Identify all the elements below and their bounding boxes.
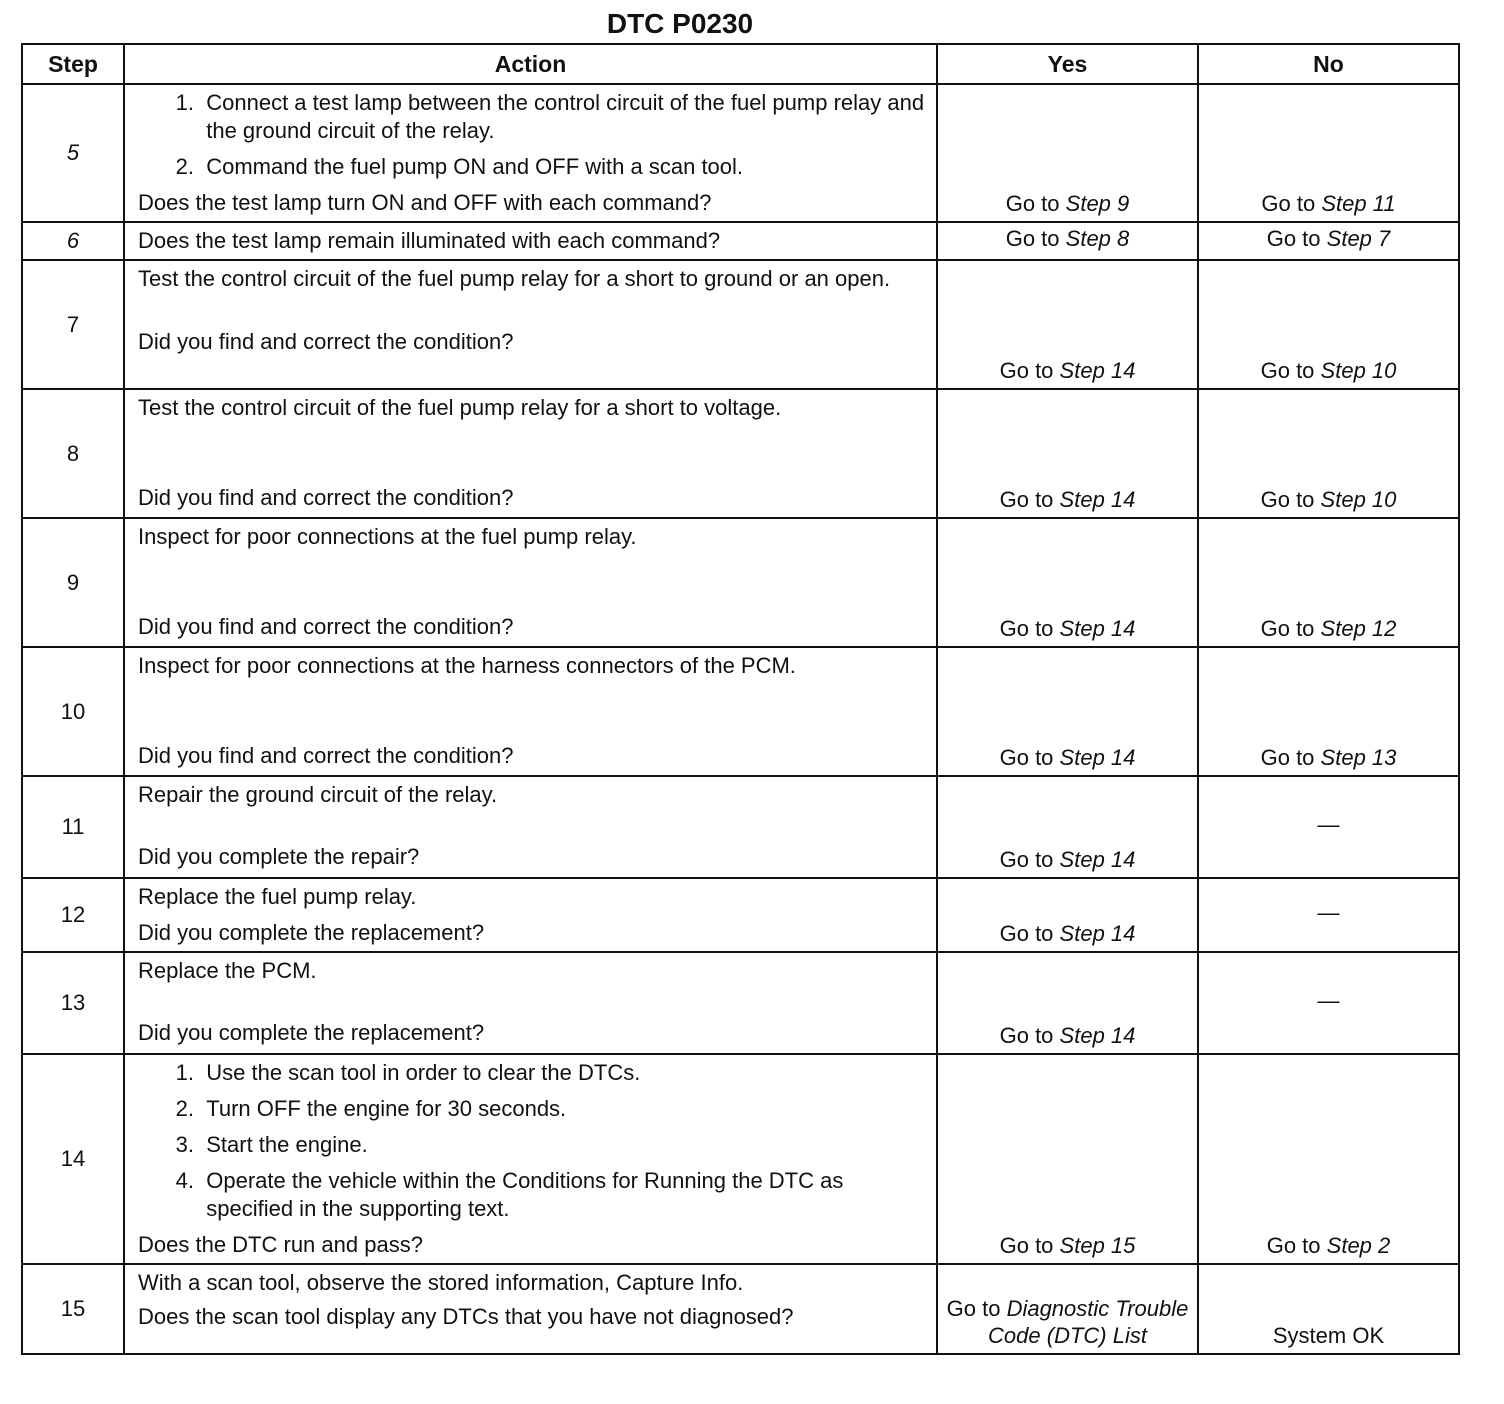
table-row xyxy=(22,952,1459,1054)
header-row xyxy=(22,44,1459,84)
step-number: 5 xyxy=(22,84,124,222)
step-number: 10 xyxy=(22,647,124,776)
step-number: 13 xyxy=(22,952,124,1054)
question-text: Does the test lamp remain illuminated with each command? xyxy=(138,228,721,253)
list-item: 1. Use the scan tool in order to clear the DTCs. xyxy=(175,1060,641,1085)
step-number: 7 xyxy=(22,260,124,389)
instruction-text: Replace the PCM. xyxy=(138,958,317,983)
header-no: No xyxy=(1198,44,1459,84)
instruction-text: Replace the fuel pump relay. xyxy=(138,884,417,909)
yes-cell: Go to Step 14 xyxy=(937,647,1198,776)
question-text: Does the scan tool display any DTCs that you have not diagnosed? xyxy=(138,1304,794,1329)
step-number: 6 xyxy=(22,222,124,260)
action-cell xyxy=(124,1054,937,1264)
table-row xyxy=(22,1054,1459,1264)
table-row xyxy=(22,222,1459,260)
no-cell: Go to Step 11 xyxy=(1198,84,1459,222)
yes-cell: Go to Step 14 xyxy=(937,952,1198,1054)
question-text: Did you complete the replacement? xyxy=(138,920,485,945)
step-number: 15 xyxy=(22,1264,124,1354)
step-number: 11 xyxy=(22,776,124,878)
table-row xyxy=(22,878,1459,952)
yes-cell: Go to Step 14 xyxy=(937,518,1198,647)
list-item: 2. Turn OFF the engine for 30 seconds. xyxy=(175,1096,567,1121)
yes-cell: Go to Step 8 xyxy=(937,222,1198,260)
dash: — xyxy=(1317,988,1340,1013)
instruction-text: Inspect for poor connections at the fuel pump relay. xyxy=(138,524,637,549)
yes-cell: Go to Step 14 xyxy=(937,878,1198,952)
instruction-text: Inspect for poor connections at the harness connectors of the PCM. xyxy=(138,653,796,678)
action-cell xyxy=(124,1264,937,1354)
yes-cell: Go to Step 9 xyxy=(937,84,1198,222)
action-cell xyxy=(124,389,937,518)
instruction-text: With a scan tool, observe the stored information, Capture Info. xyxy=(138,1270,744,1295)
question-text: Does the test lamp turn ON and OFF with each command? xyxy=(138,190,712,215)
question-text: Did you complete the repair? xyxy=(138,844,420,869)
action-cell xyxy=(124,260,937,389)
action-cell xyxy=(124,647,937,776)
step-number: 14 xyxy=(22,1054,124,1264)
question-text: Did you complete the replacement? xyxy=(138,1020,485,1045)
page-title: DTC P0230 xyxy=(606,8,754,39)
question-text: Did you find and correct the condition? xyxy=(138,614,514,639)
table-row xyxy=(22,84,1459,222)
action-cell xyxy=(124,222,937,260)
action-cell xyxy=(124,84,937,222)
yes-cell: Go to Step 15 xyxy=(937,1054,1198,1264)
question-text: Does the DTC run and pass? xyxy=(138,1232,423,1257)
list-item: 1. Connect a test lamp between the control circuit of the fuel pump relay and the ground circuit of the relay. xyxy=(175,90,925,143)
table-row xyxy=(22,776,1459,878)
table-row xyxy=(22,1264,1459,1354)
question-text: Did you find and correct the condition? xyxy=(138,485,514,510)
action-cell xyxy=(124,518,937,647)
no-cell xyxy=(1198,878,1459,952)
dash: — xyxy=(1317,900,1340,925)
table-row xyxy=(22,260,1459,389)
no-cell: Go to Step 10 xyxy=(1198,260,1459,389)
table-row xyxy=(22,647,1459,776)
list-item: 3. Start the engine. xyxy=(175,1132,368,1157)
instruction-text: Test the control circuit of the fuel pump relay for a short to voltage. xyxy=(138,395,782,420)
step-number: 8 xyxy=(22,389,124,518)
action-cell xyxy=(124,878,937,952)
dash: — xyxy=(1317,812,1340,837)
yes-cell: Go to Step 14 xyxy=(937,776,1198,878)
no-cell: Go to Step 2 xyxy=(1198,1054,1459,1264)
yes-cell: Go to Step 14 xyxy=(937,389,1198,518)
question-text: Did you find and correct the condition? xyxy=(138,743,514,768)
step-number: 12 xyxy=(22,878,124,952)
no-cell: Go to Step 7 xyxy=(1198,222,1459,260)
no-cell: Go to Step 12 xyxy=(1198,518,1459,647)
step-number: 9 xyxy=(22,518,124,647)
header-action: Action xyxy=(124,44,937,84)
table-row xyxy=(22,389,1459,518)
action-cell xyxy=(124,952,937,1054)
diagnostic-table xyxy=(21,43,1460,1355)
table-row xyxy=(22,518,1459,647)
question-text: Did you find and correct the condition? xyxy=(138,329,514,354)
no-cell xyxy=(1198,952,1459,1054)
instruction-text: Test the control circuit of the fuel pump relay for a short to ground or an open. xyxy=(138,266,891,291)
action-cell xyxy=(124,776,937,878)
no-cell: System OK xyxy=(1198,1264,1459,1354)
header-yes: Yes xyxy=(937,44,1198,84)
yes-cell: Go to Step 14 xyxy=(937,260,1198,389)
header-step: Step xyxy=(22,44,124,84)
no-cell: Go to Step 13 xyxy=(1198,647,1459,776)
list-item: 2. Command the fuel pump ON and OFF with a scan tool. xyxy=(175,154,744,179)
yes-cell: Go to Diagnostic Trouble Code (DTC) List xyxy=(937,1264,1198,1354)
no-cell: Go to Step 10 xyxy=(1198,389,1459,518)
no-cell xyxy=(1198,776,1459,878)
list-item: 4. Operate the vehicle within the Conditions for Running the DTC as specified in the supporting text. xyxy=(175,1168,844,1221)
instruction-text: Repair the ground circuit of the relay. xyxy=(138,782,498,807)
